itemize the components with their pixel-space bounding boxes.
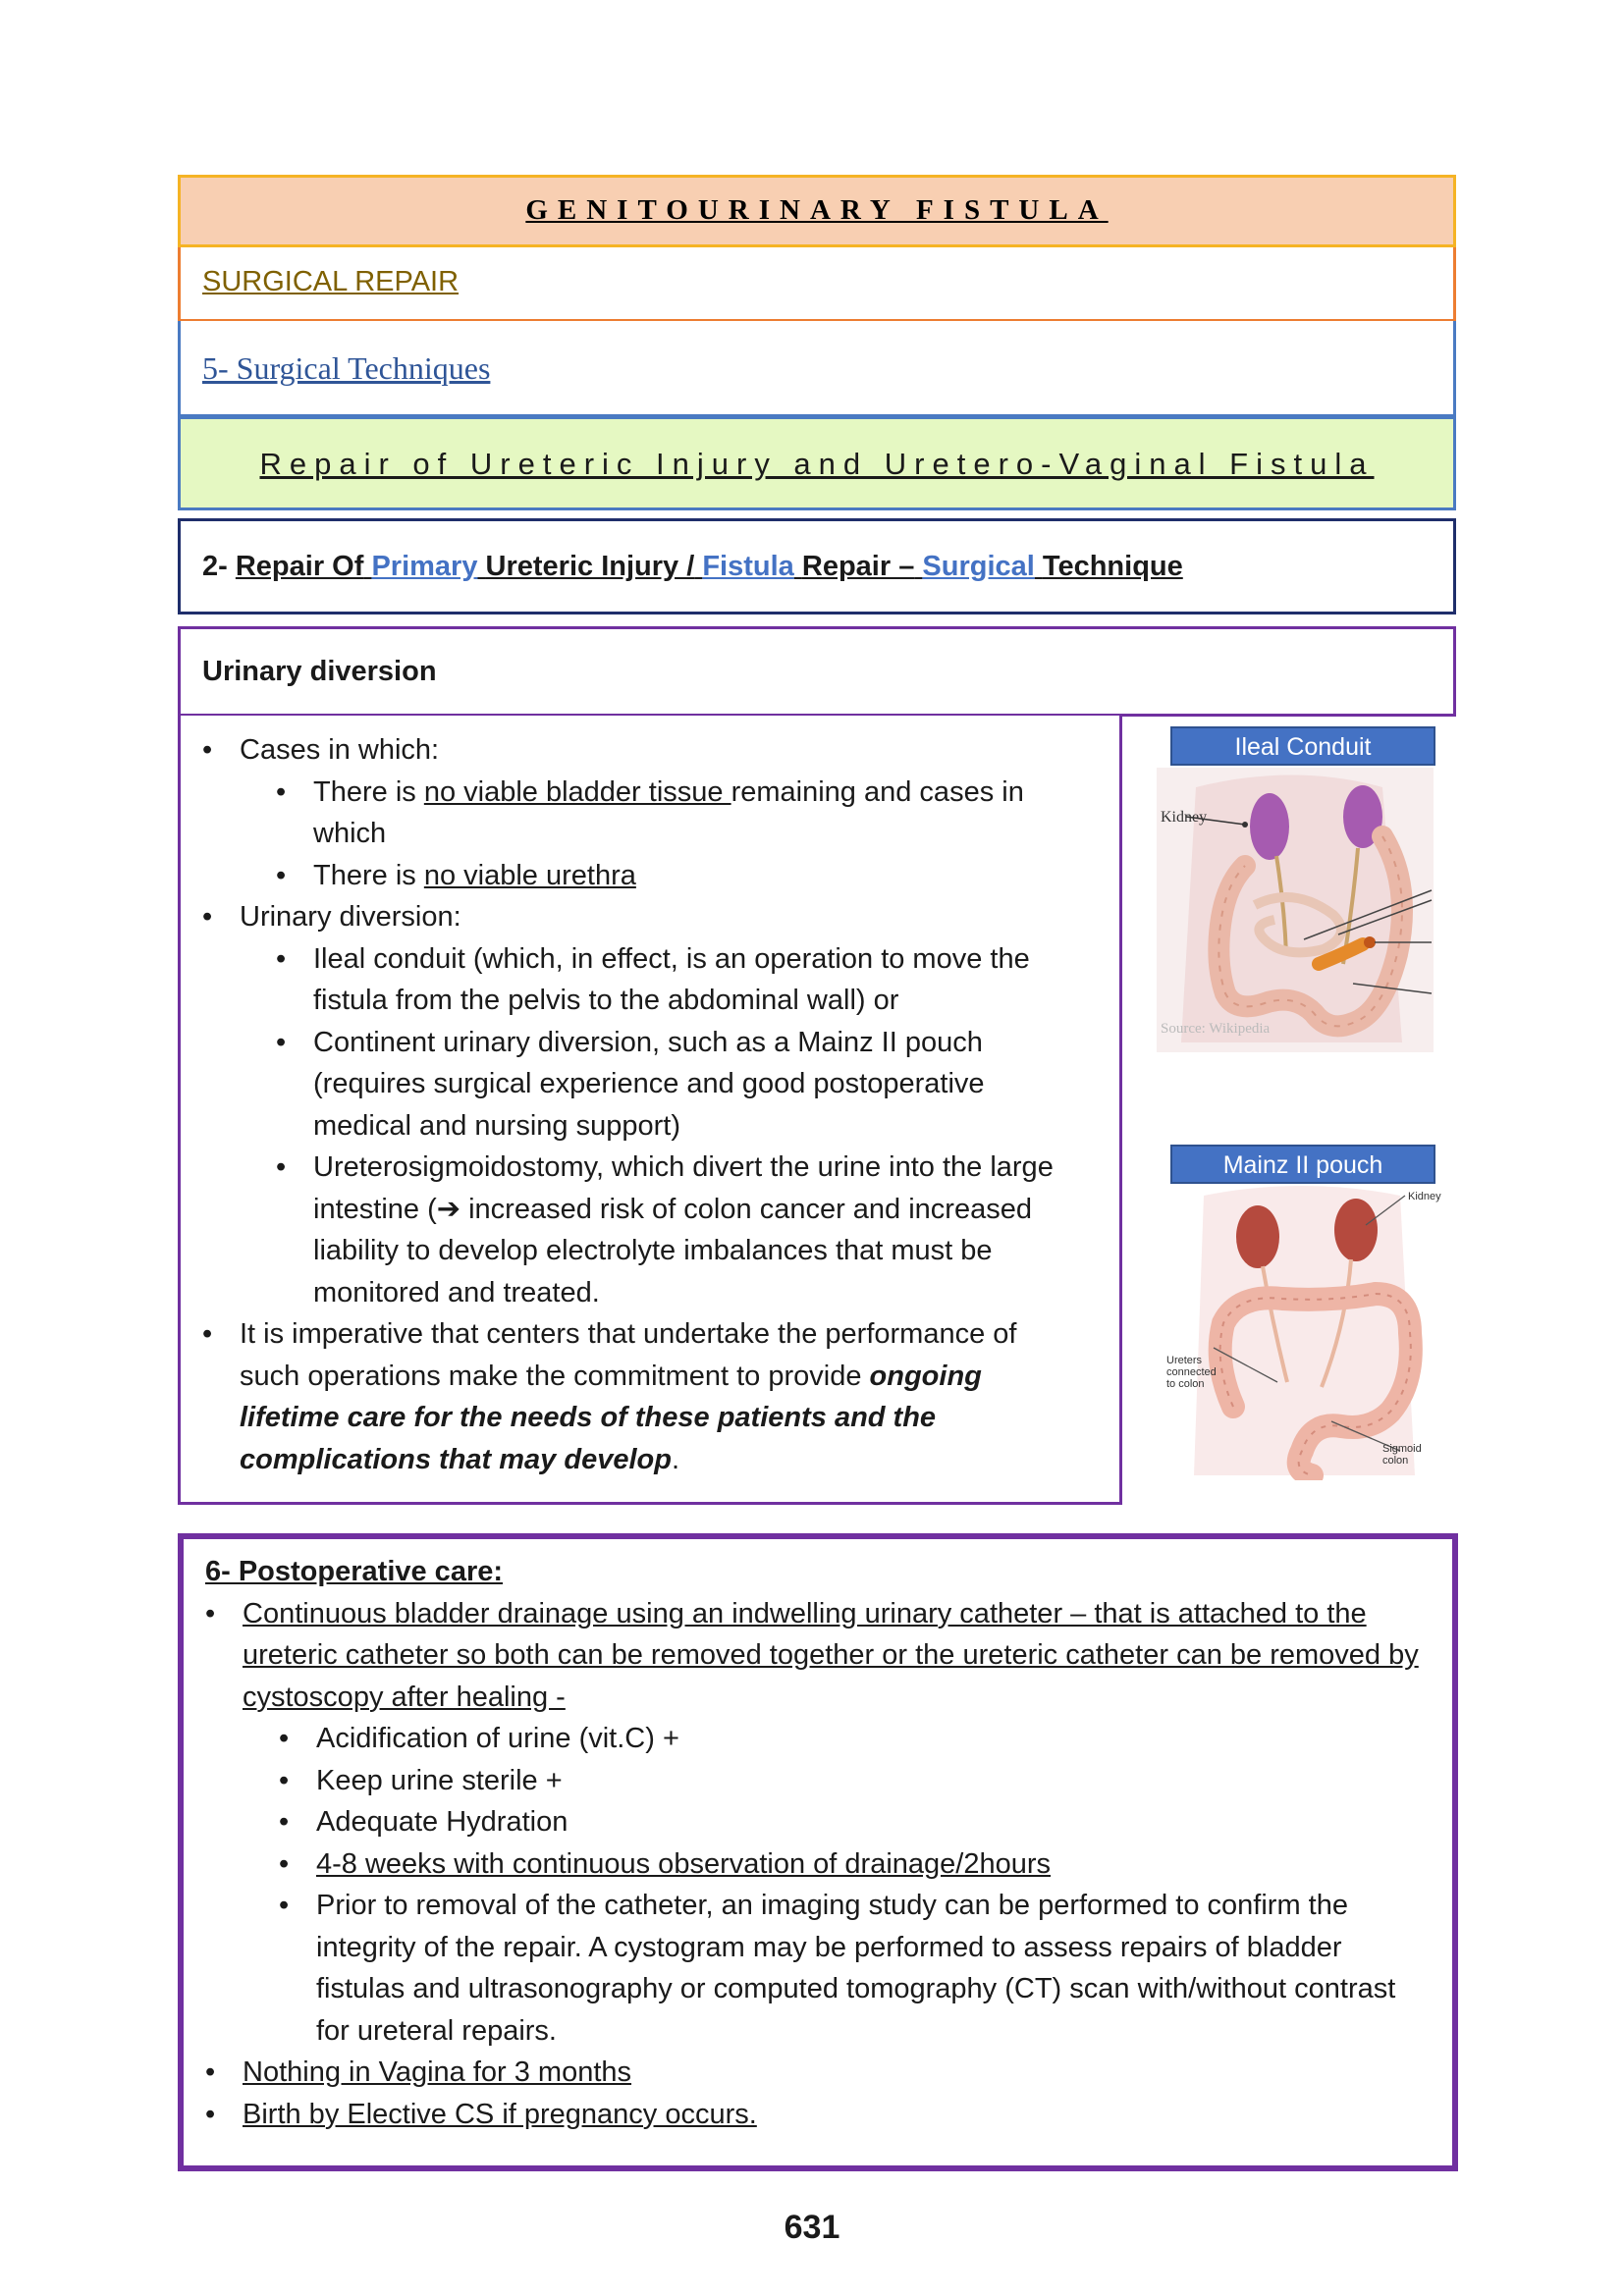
ileal-conduit-label: Ileal Conduit xyxy=(1170,726,1435,766)
list-item: • There is no viable urethra xyxy=(181,855,1119,897)
list-item: • Prior to removal of the catheter, an imaging study can be performed to confirm the integrity of the repair. A cystogram may be performed to assess repairs of bladder fistulas and ultrasonography or computed tomography (CT) scan with/without contrast for ureteral repairs. xyxy=(184,1885,1452,2052)
list-item: • Nothing in Vagina for 3 months xyxy=(184,2052,1452,2094)
list-item: • There is no viable bladder tissue remaining and cases in which xyxy=(181,772,1119,855)
postoperative-care-box xyxy=(178,1533,1458,2171)
list-item: • Cases in which: xyxy=(181,729,1119,772)
list-item: • Ileal conduit (which, in effect, is an operation to move the fistula from the pelvis to the abdominal wall) or xyxy=(181,938,1119,1022)
kidney-label: Kidney xyxy=(1161,809,1208,826)
repair-heading: 2- Repair Of Primary Ureteric Injury / Fistula Repair – Surgical Technique xyxy=(178,518,1456,614)
page-number: 631 xyxy=(784,2209,840,2246)
list-item: • Continuous bladder drainage using an indwelling urinary catheter – that is attached to the ureteric catheter so both can be removed together or the ureteric catheter can be removed by cystoscopy after healing - xyxy=(184,1593,1452,1719)
mainz-pouch-label: Mainz II pouch xyxy=(1170,1145,1435,1184)
list-item: • Birth by Elective CS if pregnancy occurs. xyxy=(184,2094,1452,2136)
topic-heading: Repair of Ureteric Injury and Uretero-Vaginal Fistula xyxy=(178,416,1456,510)
urinary-diversion-content xyxy=(178,716,1122,1505)
list-item: • Keep urine sterile + xyxy=(184,1760,1452,1802)
section-heading: SURGICAL REPAIR xyxy=(178,247,1456,322)
list-item: • Urinary diversion: xyxy=(181,896,1119,938)
figure-source: Source: Wikipedia xyxy=(1161,1021,1271,1037)
document-title: GENITOURINARY FISTULA xyxy=(178,175,1456,247)
ileal-conduit-illustration xyxy=(1157,768,1434,1052)
list-item: • Adequate Hydration xyxy=(184,1801,1452,1843)
list-item: • Continent urinary diversion, such as a Mainz II pouch (requires surgical experience and good postoperative medical and nursing support) xyxy=(181,1022,1119,1148)
sigmoid-label: Sigmoid colon xyxy=(1382,1443,1422,1467)
postop-title: 6- Postoperative care: xyxy=(205,1556,504,1587)
list-item: • 4-8 weeks with continuous observation of drainage/2hours xyxy=(184,1843,1452,1886)
list-item: • It is imperative that centers that undertake the performance of such operations make the commitment to provide ongoing lifetime care for the needs of these patients and the complications that may develop. xyxy=(181,1313,1119,1480)
kidney-label: Kidney xyxy=(1408,1191,1441,1202)
urinary-diversion-heading: Urinary diversion xyxy=(178,626,1456,717)
mainz-pouch-illustration xyxy=(1164,1186,1441,1480)
list-item: • Ureterosigmoidostomy, which divert the urine into the large intestine (➔ increased risk of colon cancer and increased liability to develop electrolyte imbalances that must be monitored and treated. xyxy=(181,1147,1119,1313)
subsection-heading: 5- Surgical Techniques xyxy=(178,321,1456,417)
ureters-label: Ureters connected to colon xyxy=(1166,1355,1217,1390)
list-item: • Acidification of urine (vit.C) + xyxy=(184,1718,1452,1760)
